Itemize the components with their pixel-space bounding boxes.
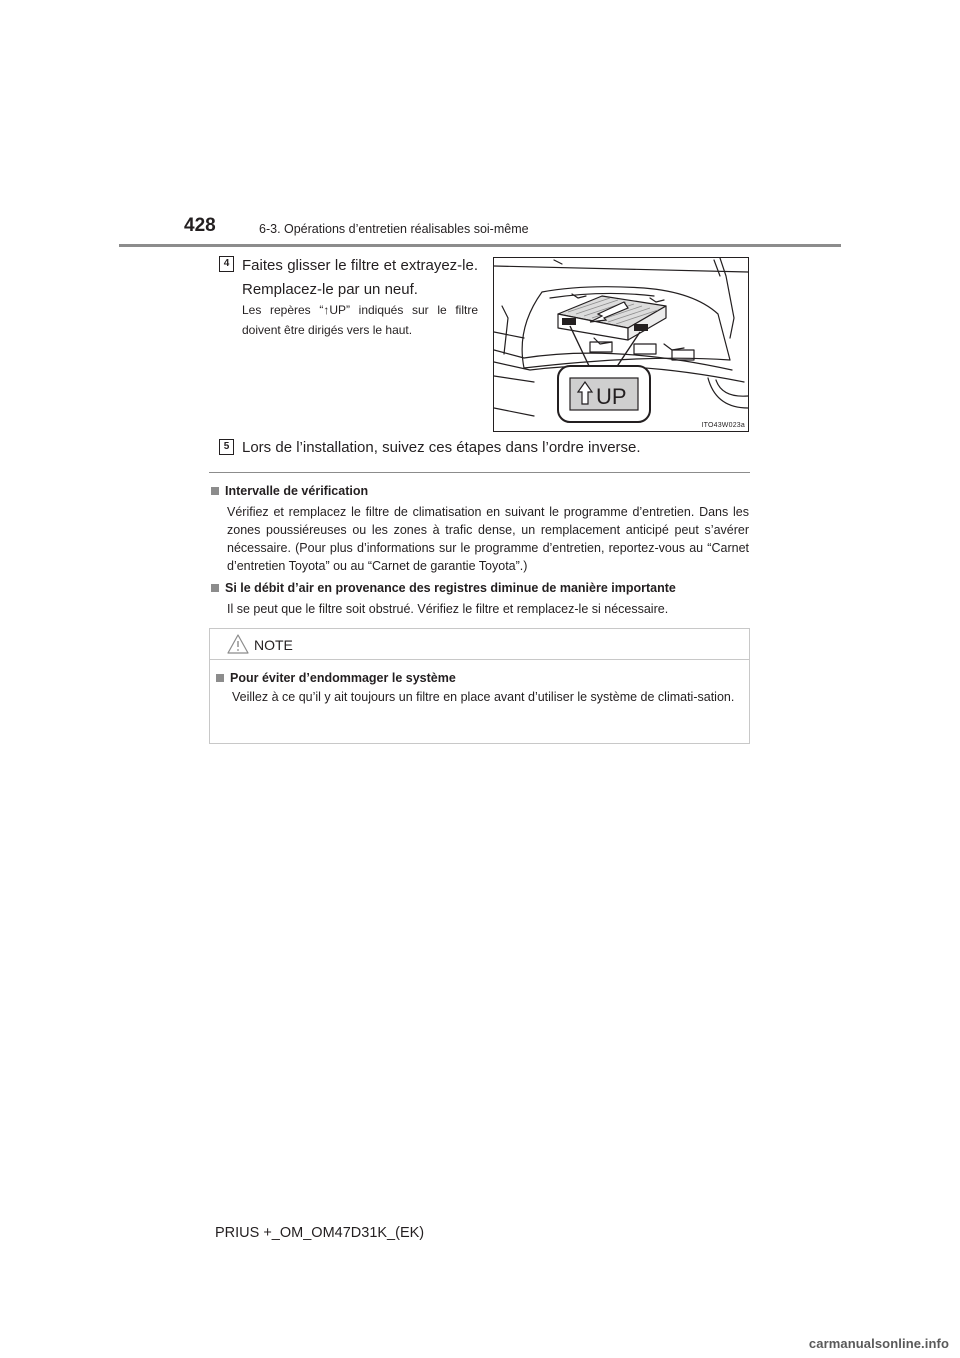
info-body: Il se peut que le filtre soit obstrué. Vérifiez le filtre et remplacez-le si nécessaire. <box>227 602 669 616</box>
note-content <box>210 671 749 707</box>
info-block <box>211 483 749 575</box>
step-number-badge: 5 <box>219 439 234 455</box>
info-title: Si le débit d’air en provenance des registres diminue de manière importante <box>225 581 676 595</box>
header-divider <box>119 244 841 247</box>
note-box <box>209 628 750 744</box>
step-instruction: Faites glisser le filtre et extrayez-le. Remplacez-le par un neuf. <box>242 257 478 298</box>
filter-drawing <box>494 258 748 431</box>
info-title: Intervalle de vérification <box>225 484 369 498</box>
watermark: carmanualsonline.info <box>808 1336 949 1351</box>
step-instruction: Lors de l’installation, suivez ces étapes dans l’ordre inverse. <box>242 439 641 456</box>
bullet-square-icon <box>216 674 224 682</box>
warning-triangle-icon <box>226 633 250 655</box>
info-title-row <box>211 483 749 499</box>
note-title-row <box>216 671 749 685</box>
step-note: Les repères “↑UP” indiqués sur le filtre doivent être dirigés vers le haut. <box>242 303 478 337</box>
bullet-square-icon <box>211 487 219 495</box>
note-title: Pour éviter d’endommager le système <box>230 671 456 685</box>
step-number-badge: 4 <box>219 256 234 272</box>
note-body: Veillez à ce qu’il y ait toujours un filtre en place avant d’utiliser le système de climati-sation. <box>232 690 735 704</box>
section-divider <box>209 472 750 473</box>
section-title: 6-3. Opérations d’entretien réalisables soi-même <box>259 222 529 236</box>
bullet-square-icon <box>211 584 219 592</box>
info-block <box>211 580 749 618</box>
note-label: NOTE <box>254 637 293 653</box>
callout-up-label: UP <box>596 384 627 409</box>
info-body: Vérifiez et remplacez le filtre de climatisation en suivant le programme d’entretien. Dans les zones poussiéreuses ou les zones à trafic dense, un remplacement anticipé peut s’avérer nécessaire. (Pour plus d’informations sur le programme d’entretien, reportez-vous au “Carnet d’entretien Toyota” ou au “Carnet de garantie Toyota”.) <box>227 505 749 573</box>
info-title-row <box>211 580 749 596</box>
illustration-code: ITO43W023a <box>701 422 745 429</box>
filter-illustration <box>493 257 749 432</box>
document-code: PRIUS +_OM_OM47D31K_(EK) <box>215 1225 425 1241</box>
page-number: 428 <box>184 215 216 236</box>
note-header <box>210 629 749 660</box>
